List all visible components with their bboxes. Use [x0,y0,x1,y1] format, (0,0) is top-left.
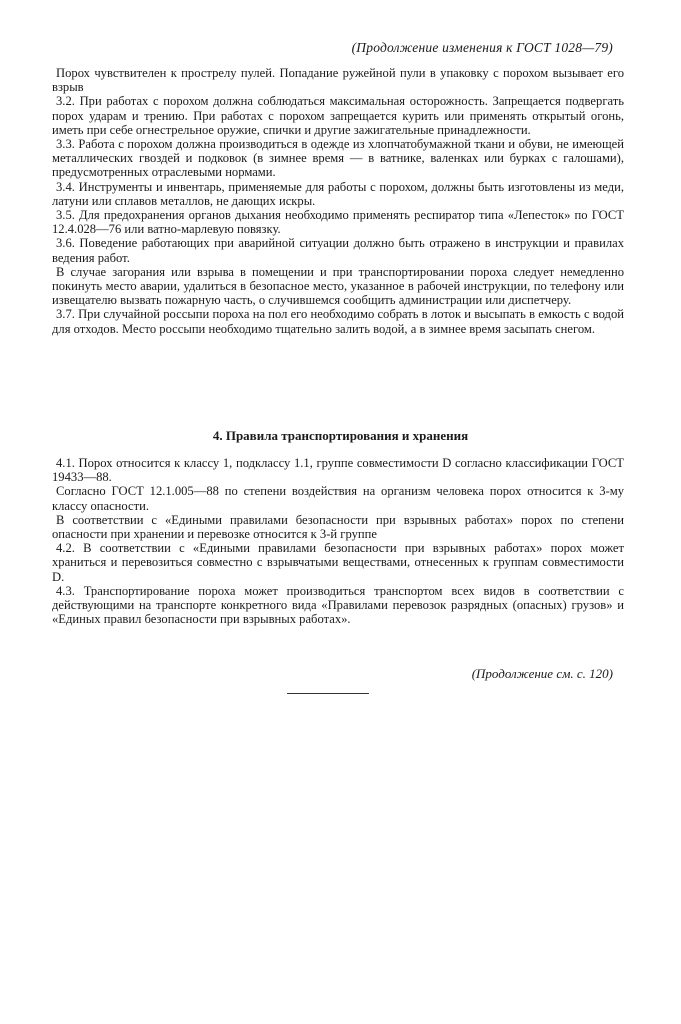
paragraph-3-4: 3.4. Инструменты и инвентарь, применяемые для работы с порохом, должны быть изготовлены из меди, латуни или сплавов металлов, не дающих искры. [52,179,624,208]
paragraph-4-1: 4.1. Порох относится к классу 1, подклассу 1.1, группе совместимости D согласно классификации ГОСТ 19433—88. [52,456,624,485]
paragraph-gost: Согласно ГОСТ 12.1.005—88 по степени воздействия на организм человека порох относится к 3-му классу опасности. [52,484,624,513]
paragraph-4-2: 4.2. В соответствии с «Едиными правилами безопасности при взрывных работах» порох может храниться и перевозиться совместно с взрывчатыми веществами, отнесенных к группам совместимости D. [52,541,624,584]
paragraph-3-2: 3.2. При работах с порохом должна соблюдаться максимальная осторожность. Запрещается подвергать порох ударам и трению. При работах с порохом запрещается курить или применять открытый огонь, иметь при себе огнестрельное оружие, спички и другие зажигательные принадлежности. [52,94,624,137]
section-4-title: 4. Правила транспортирования и хранения [212,428,469,443]
section-3-text [52,66,624,336]
section-4-text [52,456,624,626]
continuation-footer: (Продолжение см. с. 120) [471,666,613,681]
paragraph-3-6: 3.6. Поведение работающих при аварийной ситуации должно быть отражено в инструкции и правилах ведения работ. [52,236,624,265]
paragraph-3-5: 3.5. Для предохранения органов дыхания необходимо применять респиратор типа «Лепесток» по ГОСТ 12.4.028—76 или ватно-марлевую повязку. [52,208,624,237]
paragraph-rules: В соответствии с «Едиными правилами безопасности при взрывных работах» порох по степени опасности при хранении и перевозке относится к 3-й группе [52,512,624,542]
paragraph-4-3: 4.3. Транспортирование пороха может производиться транспортом всех видов в соответствии с действующими на транспорте конкретного вида «Правилами перевозок разрядных (опасных) грузов» и «Единых правил безопасности при взрывных работах». [52,583,624,627]
paragraph-fire: В случае загорания или взрыва в помещении и при транспортировании пороха следует немедленно покинуть место аварии, удалиться в безопасное место, указанное в рабочей инструкции, по телефону или извещателю вызвать пожарную часть, о случившемся сообщить администрации или диспетчеру. [52,264,624,308]
paragraph: Порох чувствителен к прострелу пулей. Попадание ружейной пули в упаковку с порохом вызывает его взрыв [52,66,624,95]
continuation-header: (Продолжение изменения к ГОСТ 1028—79) [351,40,613,55]
paragraph-3-3: 3.3. Работа с порохом должна производиться в одежде из хлопчатобумажной ткани и обуви, не имеющей металлических гвоздей и подковок (в зимнее время — в ватнике, валенках или бурках с галошами), предусмотренных отраслевыми нормами. [52,137,624,180]
paragraph-3-7: 3.7. При случайной россыпи пороха на пол его необходимо собрать в лоток и высыпать в емкость с водой для отходов. Место россыпи необходимо тщательно залить водой, а в зимнее время засыпать снегом. [52,307,624,336]
divider-rule [287,693,369,694]
